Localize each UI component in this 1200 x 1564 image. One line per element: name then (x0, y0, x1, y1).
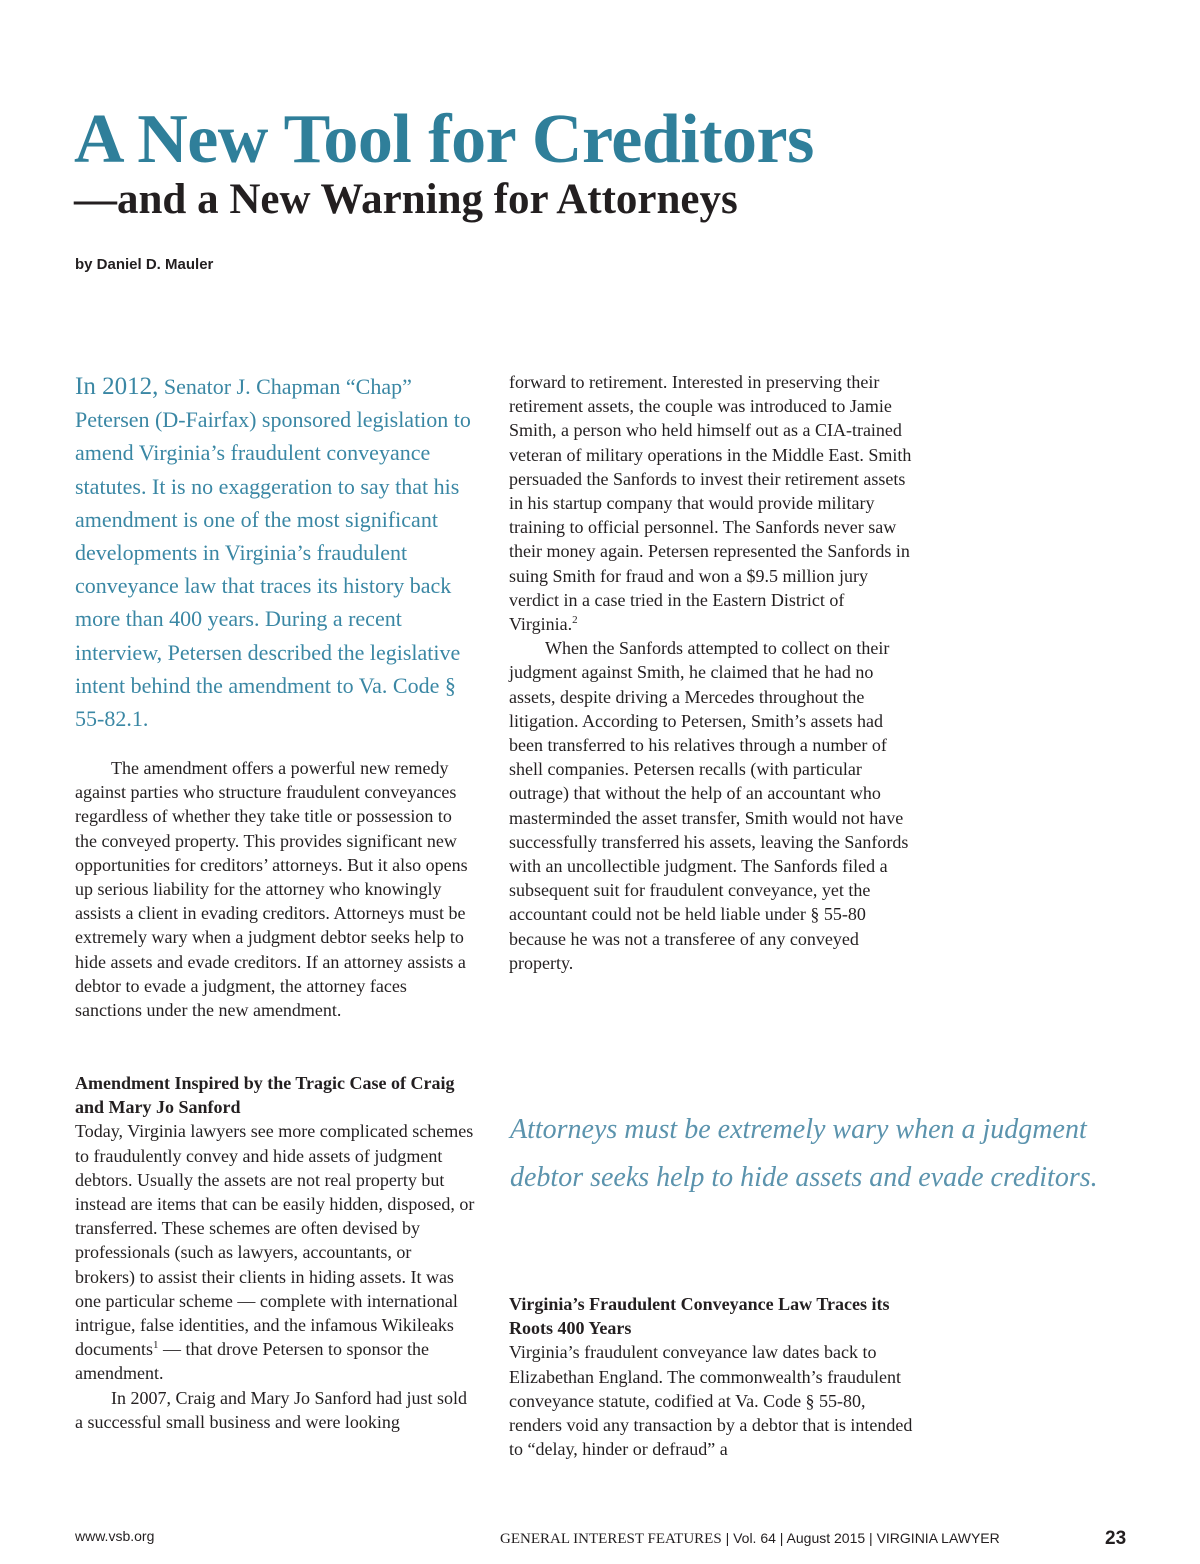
lead-paragraph (75, 370, 475, 735)
article-title: A New Tool for Creditors (74, 101, 814, 178)
body-paragraph: Virginia’s fraudulent conveyance law dates back to Elizabethan England. The commonwealth’s fraudulent conveyance statute, codified at Va. Code § 55-80, renders void any transaction by a debtor that is intended to “delay, hinder or defraud” a (509, 1342, 913, 1460)
footnote-marker: 2 (572, 614, 578, 627)
right-column-body (509, 370, 914, 975)
article-subtitle: —and a New Warning for Attorneys (74, 176, 738, 223)
body-paragraph: In 2007, Craig and Mary Jo Sanford had just sold a successful small business and were looking (75, 1387, 467, 1432)
footer-issue: | Vol. 64 | August 2015 | VIRGINIA LAWYER (725, 1530, 1000, 1546)
body-paragraph: When the Sanfords attempted to collect on their judgment against Smith, he claimed that he had no assets, despite driving a Mercedes throughout the litigation. According to Petersen, Smith’s assets had been transferred to his relatives through a number of shell companies. Petersen recalls (with particular outrage) that without the help of an accountant who masterminded the asset transfer, Smith would not have successfully transferred his assets, leaving the Sanfords with an uncollectible judgment. The Sanfords filed a subsequent suit for fraudulent conveyance, yet the accountant could not be held liable under § 55-80 because he was not a transferee of any conveyed property. (509, 638, 909, 973)
footer-website: www.vsb.org (75, 1528, 155, 1544)
footer-issue-info (500, 1530, 1000, 1548)
footer-section: GENERAL INTEREST FEATURES (500, 1531, 722, 1547)
section-heading: Virginia’s Fraudulent Conveyance Law Traces its Roots 400 Years (509, 1294, 890, 1339)
byline: by Daniel D. Mauler (75, 256, 214, 273)
footnote-marker: 1 (153, 1339, 159, 1352)
section-heading: Amendment Inspired by the Tragic Case of Craig and Mary Jo Sanford (75, 1073, 455, 1118)
page-number: 23 (1105, 1528, 1127, 1549)
left-column-section (75, 1071, 475, 1434)
body-paragraph: The amendment offers a powerful new remedy against parties who structure fraudulent conveyances regardless of whether they take title or possession to the conveyed property. This provides significant new opportunities for creditors’ attorneys. But it also opens up serious liability for the attorney who knowingly assists a client in evading creditors. Attorneys must be extremely wary when a judgment debtor seeks help to hide assets and evade creditors. If an attorney assists a debtor to evade a judgment, the attorney faces sanctions under the new amendment. (75, 758, 468, 1021)
right-column-section (509, 1292, 914, 1461)
body-paragraph: forward to retirement. Interested in preserving their retirement assets, the couple was introduced to Jamie Smith, a person who held himself out as a CIA-trained veteran of military operations in the Middle East. Smith persuaded the Sanfords to invest their retirement assets in his startup company that would provide military training to official personnel. The Sanfords never saw their money again. Petersen represented the Sanfords in suing Smith for fraud and won a $9.5 million jury verdict in a case tried in the Eastern District of Virginia.$^2$ (509, 372, 912, 635)
pull-quote: Attorneys must be extremely wary when a judgment debtor seeks help to hide assets and evade creditors. (510, 1114, 1098, 1193)
lead-text: Senator J. Chapman “Chap” Petersen (D-Fairfax) sponsored legislation to amend Virginia’s fraudulent conveyance statutes. It is no exaggeration to say that his amendment is one of the most significant developments in Virginia’s fraudulent conveyance law that traces its history back more than 400 years. During a recent interview, Petersen described the legislative intent behind the amendment to Va. Code § 55-82.1. (75, 374, 471, 732)
lead-in: In 2012, (75, 373, 159, 400)
left-column-body (75, 756, 475, 1022)
body-paragraph: Today, Virginia lawyers see more complicated schemes to fraudulently convey and hide assets of judgment debtors. Usually the assets are not real property but instead are items that can be easily hidden, disposed, or transferred. These schemes are often devised by professionals (such as lawyers, accountants, or brokers) to assist their clients in hiding assets. It was one particular scheme — complete with international intrigue, false identities, and the infamous Wikileaks documents$^1$ — that drove Petersen to sponsor the amendment. (75, 1121, 475, 1384)
